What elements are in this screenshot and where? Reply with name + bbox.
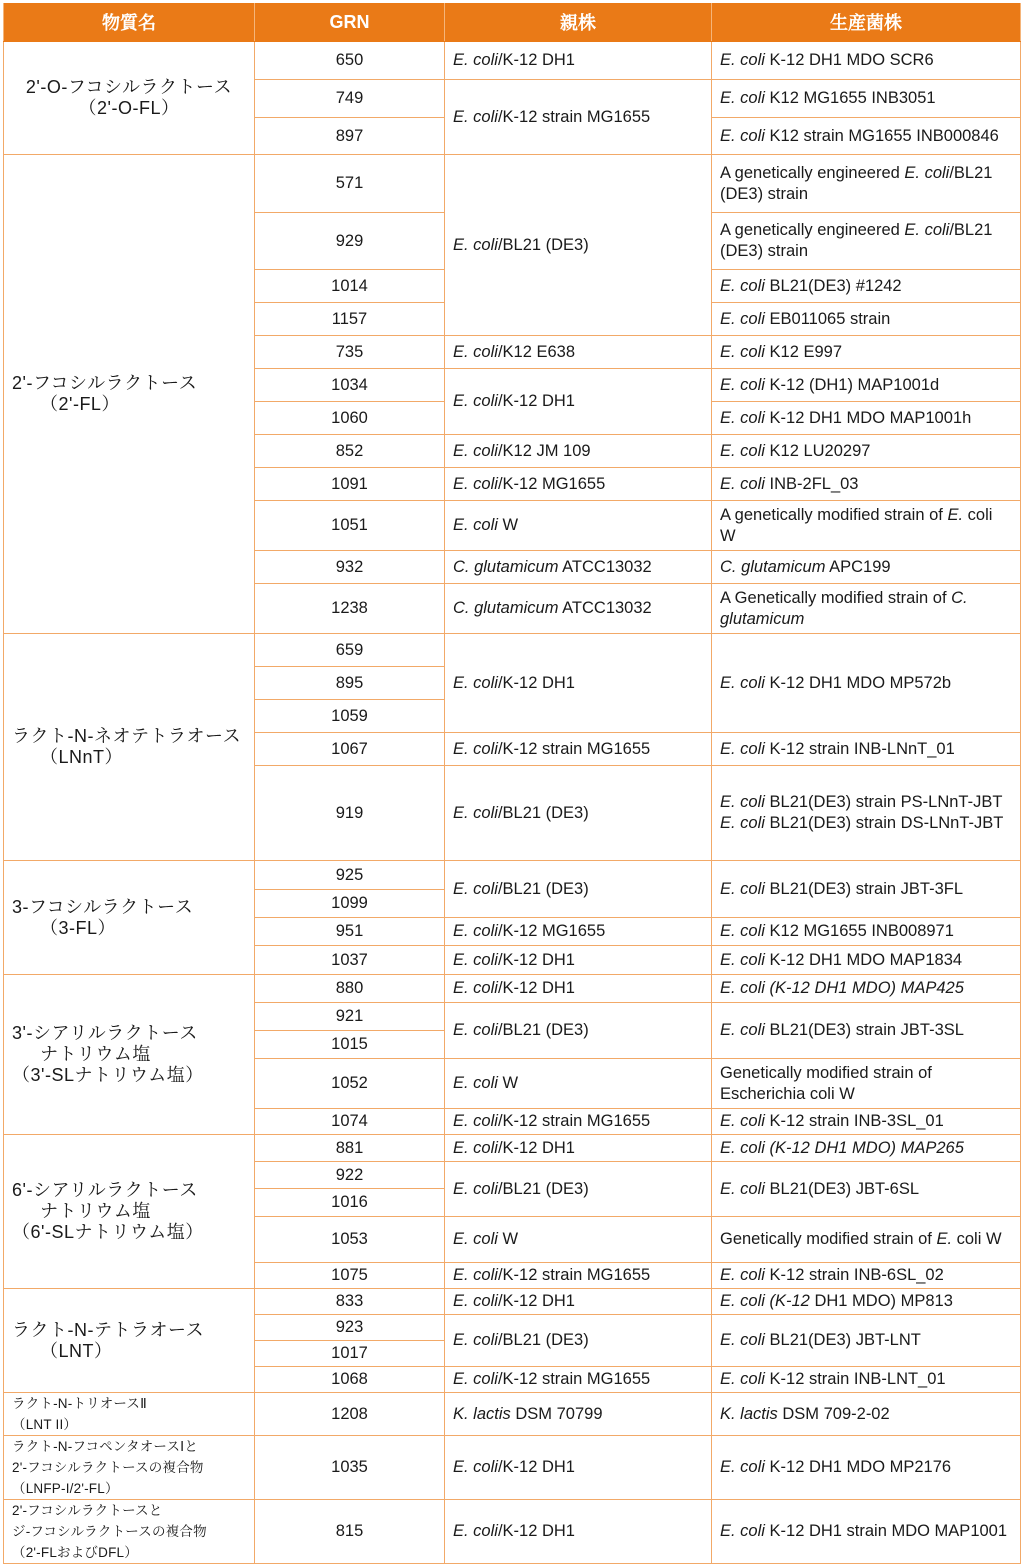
- production-strain-cell: [712, 634, 1021, 733]
- strain-text: /BL21 (DE3): [497, 879, 589, 898]
- species-name-italic: E. coli: [453, 107, 498, 126]
- production-strain-cell: [712, 402, 1021, 435]
- production-strain-cell: [712, 1500, 1021, 1564]
- grn-cell: 1053: [255, 1217, 445, 1263]
- grn-cell: 650: [255, 42, 445, 80]
- table-row: [4, 634, 1021, 667]
- parent-strain-cell: [445, 1059, 712, 1109]
- strain-text: /BL21 (DE3): [497, 1331, 589, 1349]
- species-name-italic: E. coli: [453, 1331, 498, 1349]
- production-strain-cell: [712, 303, 1021, 336]
- parent-strain-cell: [445, 1367, 712, 1393]
- header-production-strain: 生産菌株: [712, 3, 1021, 42]
- production-strain-cell: [712, 1135, 1021, 1162]
- production-strain-cell: [712, 1436, 1021, 1500]
- species-name-italic: E. coli: [453, 392, 498, 410]
- species-name-italic: E. coli: [720, 1179, 765, 1198]
- strain-text: ATCC13032: [558, 557, 652, 576]
- strain-text: K-12 DH1 MDO MP2176: [764, 1458, 952, 1476]
- production-strain-cell: [712, 270, 1021, 303]
- species-name-italic: E. coli: [453, 1370, 498, 1388]
- species-name-italic: E. coli (K-12 DH1 MDO) MAP265: [720, 1138, 964, 1157]
- grn-cell: 1060: [255, 402, 445, 435]
- production-strain-cell: [712, 336, 1021, 369]
- grn-cell: 1238: [255, 584, 445, 634]
- strain-text: Genetically modified strain of Escherichia coli W: [720, 1063, 932, 1103]
- parent-strain-cell: [445, 1500, 712, 1564]
- production-strain-cell: [712, 118, 1021, 155]
- species-name-italic: E. coli: [720, 342, 765, 361]
- strain-text: BL21(DE3) strain JBT-3FL: [764, 879, 964, 898]
- strain-text: /K-12 DH1: [497, 392, 575, 410]
- strain-text: /K12 E638: [497, 342, 575, 361]
- grn-cell: 1074: [255, 1109, 445, 1135]
- strain-text: K-12 DH1 MDO MAP1001h: [764, 408, 972, 427]
- grn-cell: 925: [255, 861, 445, 890]
- species-name-italic: E. coli: [720, 814, 765, 832]
- grn-cell: 1208: [255, 1393, 445, 1436]
- grn-cell: 1051: [255, 501, 445, 551]
- grn-cell: 852: [255, 435, 445, 468]
- grn-cell: 932: [255, 551, 445, 584]
- strain-text: BL21(DE3) #1242: [764, 276, 902, 295]
- strain-text: /K-12 strain MG1655: [497, 107, 651, 126]
- production-strain-cell: [712, 1003, 1021, 1059]
- strain-text: /K-12 MG1655: [497, 474, 606, 493]
- parent-strain-cell: [445, 369, 712, 435]
- species-name-italic: E. coli: [453, 1112, 498, 1130]
- table-row: [4, 861, 1021, 890]
- strain-text: K-12 DH1 MDO MAP1834: [764, 950, 963, 969]
- species-name-italic: E. coli: [453, 1074, 498, 1092]
- strain-text: /BL21 (DE3) strain: [720, 163, 993, 203]
- substance-name: 2'-フコシルラクトース: [12, 373, 198, 393]
- species-name-italic: E. coli: [453, 235, 498, 254]
- production-strain-cell: [712, 369, 1021, 402]
- strain-text: W: [497, 1074, 519, 1092]
- table-row: [4, 975, 1021, 1003]
- parent-strain-cell: [445, 1162, 712, 1217]
- parent-strain-cell: [445, 1393, 712, 1436]
- substance-name-cell: [4, 1135, 255, 1289]
- production-strain-cell: [712, 975, 1021, 1003]
- species-name-italic: E.: [947, 505, 964, 524]
- parent-strain-cell: [445, 1109, 712, 1135]
- strain-text: K12 LU20297: [764, 441, 871, 460]
- species-name-italic: E. coli: [720, 739, 765, 758]
- strain-text: /K-12 DH1: [497, 1292, 575, 1310]
- strain-text: BL21(DE3) JBT-LNT: [764, 1331, 921, 1349]
- species-name-italic: E. coli: [720, 408, 765, 427]
- strain-text: /BL21 (DE3): [497, 803, 589, 822]
- parent-strain-cell: [445, 861, 712, 918]
- parent-strain-cell: [445, 1217, 712, 1263]
- production-strain-cell: [712, 551, 1021, 584]
- grn-cell: 749: [255, 80, 445, 118]
- substance-abbr: （2'-FLおよびDFL）: [12, 1545, 138, 1560]
- substance-name: 6'-シアリルラクトース: [12, 1180, 198, 1200]
- strain-text: coli W: [720, 505, 993, 545]
- grn-cell: 881: [255, 1135, 445, 1162]
- table-row: [4, 1393, 1021, 1436]
- species-name-italic: E. coli: [720, 1021, 765, 1039]
- table-row: [4, 1500, 1021, 1564]
- strain-text: /BL21 (DE3): [497, 235, 589, 254]
- parent-strain-cell: [445, 1436, 712, 1500]
- production-strain-cell: [712, 1289, 1021, 1315]
- strain-text: ATCC13032: [558, 599, 652, 617]
- strain-text: /K-12 strain MG1655: [497, 1370, 651, 1388]
- strain-text: EB011065 strain: [764, 309, 891, 328]
- species-name-italic: E. coli: [720, 126, 765, 145]
- species-name-italic: E. coli: [720, 375, 765, 394]
- parent-strain-cell: [445, 975, 712, 1003]
- parent-strain-cell: [445, 1135, 712, 1162]
- substance-name-cell: [4, 1393, 255, 1436]
- species-name-italic: E. coli: [720, 1458, 765, 1476]
- species-name-italic: C. glutamicum: [720, 557, 826, 576]
- substance-abbr: （6'-SLナトリウム塩）: [12, 1222, 204, 1242]
- table-header-row: [4, 3, 1021, 42]
- substance-name: ラクト-N-フコペンタオースⅠと: [12, 1439, 199, 1454]
- table-row: [4, 1436, 1021, 1500]
- grn-cell: 897: [255, 118, 445, 155]
- header-parent-strain: 親株: [445, 3, 712, 42]
- strain-text: /BL21 (DE3): [497, 1021, 589, 1039]
- substance-name: 3-フコシルラクトース: [12, 896, 194, 917]
- production-strain-cell: [712, 1059, 1021, 1109]
- species-name-italic: E. coli: [720, 950, 765, 969]
- species-name-italic: E. coli: [453, 803, 498, 822]
- substance-abbr: （LNT）: [40, 1340, 113, 1361]
- parent-strain-cell: [445, 435, 712, 468]
- grn-cell: 1034: [255, 369, 445, 402]
- species-name-italic: E. coli: [453, 1266, 498, 1284]
- parent-strain-cell: [445, 1315, 712, 1367]
- substance-name-cell: [4, 1436, 255, 1500]
- strain-text: K12 strain MG1655 INB000846: [764, 126, 999, 145]
- substance-abbr: （3-FL）: [40, 917, 117, 938]
- substance-abbr: （LNFP-I/2'-FL）: [12, 1481, 119, 1496]
- strain-text: DSM 70799: [510, 1404, 603, 1423]
- species-name-italic: E. coli: [453, 922, 498, 940]
- strain-text: K-12 (DH1) MAP1001d: [764, 375, 940, 394]
- production-strain-cell: [712, 468, 1021, 501]
- grn-cell: 1068: [255, 1367, 445, 1393]
- grn-cell: 1059: [255, 700, 445, 733]
- species-name-italic: E. coli (K-12: [720, 1292, 810, 1310]
- table-row: [4, 1289, 1021, 1315]
- species-name-italic: E. coli: [720, 1331, 765, 1349]
- production-strain-cell: [712, 213, 1021, 270]
- strain-text: /K-12 strain MG1655: [497, 1112, 651, 1130]
- strain-text: /K-12 strain MG1655: [497, 739, 651, 758]
- substance-name: 2'-フコシルラクトースと: [12, 1503, 163, 1518]
- grn-cell: 1067: [255, 733, 445, 766]
- parent-strain-cell: [445, 733, 712, 766]
- species-name-italic: E. coli: [453, 673, 498, 692]
- production-strain-cell: [712, 501, 1021, 551]
- species-name-italic: E. coli: [453, 1458, 498, 1476]
- substance-name-line2: ジ-フコシルラクトースの複合物: [12, 1524, 207, 1539]
- grn-cell: 1157: [255, 303, 445, 336]
- strain-text: K12 MG1655 INB008971: [764, 922, 954, 940]
- production-strain-cell: [712, 1367, 1021, 1393]
- substance-name-cell: [4, 861, 255, 975]
- species-name-italic: E. coli: [720, 474, 765, 493]
- production-strain-cell: [712, 1109, 1021, 1135]
- species-name-italic: E. coli: [453, 516, 498, 534]
- table-row: [4, 155, 1021, 213]
- substance-name-line2: ナトリウム塩: [40, 1201, 151, 1221]
- parent-strain-cell: [445, 155, 712, 336]
- substance-name-cell: [4, 975, 255, 1135]
- species-name-italic: E. coli: [453, 474, 498, 493]
- strain-text: BL21(DE3) strain PS-LNnT-JBT: [764, 793, 1003, 811]
- substance-name-line2: 2'-フコシルラクトースの複合物: [12, 1460, 204, 1475]
- grn-cell: 1015: [255, 1031, 445, 1059]
- strain-text: APC199: [825, 557, 891, 576]
- strain-text: K-12 strain INB-LNnT_01: [764, 739, 955, 758]
- strain-text: /K-12 DH1: [497, 1458, 575, 1476]
- strain-text: K-12 strain INB-LNT_01: [764, 1370, 946, 1388]
- strain-text: BL21(DE3) strain DS-LNnT-JBT: [764, 814, 1004, 832]
- strain-text: DSM 709-2-02: [777, 1404, 890, 1423]
- grn-cell: 735: [255, 336, 445, 369]
- grn-cell: 919: [255, 766, 445, 861]
- strain-text: coli W: [952, 1230, 1002, 1248]
- grn-cell: 895: [255, 667, 445, 700]
- production-strain-cell: [712, 766, 1021, 861]
- substance-name-cell: [4, 155, 255, 634]
- species-name-italic: E. coli: [453, 51, 498, 69]
- species-name-italic: E. coli: [453, 1179, 498, 1198]
- table-row: [4, 42, 1021, 80]
- species-name-italic: E. coli: [720, 1266, 765, 1284]
- species-name-italic: E.: [936, 1230, 953, 1248]
- substance-abbr: （LNnT）: [40, 747, 124, 767]
- grn-cell: 1014: [255, 270, 445, 303]
- production-strain-cell: [712, 1217, 1021, 1263]
- production-strain-cell: [712, 733, 1021, 766]
- species-name-italic: E. coli: [453, 1138, 498, 1157]
- substance-abbr: （2'-O-FL）: [78, 98, 180, 118]
- species-name-italic: E. coli: [720, 922, 765, 940]
- strain-text: BL21(DE3) strain JBT-3SL: [764, 1021, 964, 1039]
- strain-text: K12 MG1655 INB3051: [764, 89, 936, 107]
- grn-cell: 921: [255, 1003, 445, 1031]
- grn-cell: 833: [255, 1289, 445, 1315]
- grn-cell: 922: [255, 1162, 445, 1189]
- species-name-italic: E. coli: [453, 979, 498, 997]
- species-name-italic: E. coli: [453, 950, 498, 969]
- species-name-italic: E. coli: [720, 441, 765, 460]
- parent-strain-cell: [445, 80, 712, 155]
- species-name-italic: E. coli: [453, 1522, 498, 1540]
- grn-cell: 923: [255, 1315, 445, 1341]
- species-name-italic: E. coli: [720, 793, 765, 811]
- strain-text: /BL21 (DE3) strain: [720, 221, 993, 260]
- species-name-italic: E. coli: [453, 441, 498, 460]
- strain-text: INB-2FL_03: [764, 474, 859, 493]
- strain-text: /BL21 (DE3): [497, 1179, 589, 1198]
- strain-text: /K-12 DH1: [497, 1138, 575, 1157]
- strain-text: /K-12 DH1: [497, 950, 575, 969]
- strain-text: /K-12 DH1: [497, 51, 575, 69]
- strain-text: K-12 strain INB-6SL_02: [764, 1266, 944, 1284]
- strain-text: /K12 JM 109: [497, 441, 591, 460]
- strain-text: A genetically engineered: [720, 221, 905, 239]
- species-name-italic: E. coli: [453, 342, 498, 361]
- strain-text: DH1 MDO) MP813: [809, 1292, 953, 1310]
- grn-cell: 1052: [255, 1059, 445, 1109]
- strain-text: K12 E997: [764, 342, 842, 361]
- substance-abbr: （LNT II）: [12, 1417, 78, 1432]
- grn-cell: 659: [255, 634, 445, 667]
- substance-name-cell: [4, 1289, 255, 1393]
- grn-cell: 1016: [255, 1189, 445, 1217]
- species-name-italic: C. glutamicum: [453, 599, 559, 617]
- substance-name: 3'-シアリルラクトース: [12, 1023, 198, 1043]
- parent-strain-cell: [445, 551, 712, 584]
- grn-cell: 1035: [255, 1436, 445, 1500]
- species-name-italic: C. glutamicum: [453, 557, 559, 576]
- strain-text: K-12 strain INB-3SL_01: [764, 1112, 944, 1130]
- species-name-italic: K. lactis: [720, 1404, 778, 1423]
- strain-text: K-12 DH1 strain MDO MAP1001: [764, 1522, 1008, 1540]
- substance-name-cell: [4, 42, 255, 155]
- species-name-italic: E. coli: [720, 1112, 765, 1130]
- strain-text: Genetically modified strain of: [720, 1230, 937, 1248]
- parent-strain-cell: [445, 501, 712, 551]
- production-strain-cell: [712, 1315, 1021, 1367]
- grn-cell: 951: [255, 918, 445, 946]
- header-grn: GRN: [255, 3, 445, 42]
- parent-strain-cell: [445, 1289, 712, 1315]
- species-name-italic: C. glutamicum: [720, 588, 968, 628]
- species-name-italic: E. coli: [904, 163, 950, 182]
- substance-name: ラクト-N-テトラオース: [12, 1319, 205, 1340]
- species-name-italic: E. coli: [904, 221, 950, 239]
- strain-text: /K-12 DH1: [497, 979, 575, 997]
- species-name-italic: E. coli: [720, 89, 765, 107]
- species-name-italic: E. coli: [720, 309, 765, 328]
- species-name-italic: E. coli: [453, 879, 498, 898]
- strain-text: A Genetically modified strain of: [720, 588, 952, 607]
- parent-strain-cell: [445, 634, 712, 733]
- strain-text: /K-12 strain MG1655: [497, 1266, 651, 1284]
- grn-cell: 1091: [255, 468, 445, 501]
- strain-text: W: [497, 1230, 519, 1248]
- strain-text: BL21(DE3) JBT-6SL: [764, 1179, 920, 1198]
- species-name-italic: E. coli: [720, 673, 765, 692]
- substance-abbr: （3'-SLナトリウム塩）: [12, 1065, 204, 1085]
- production-strain-cell: [712, 861, 1021, 918]
- substance-name-line2: ナトリウム塩: [40, 1044, 151, 1064]
- parent-strain-cell: [445, 946, 712, 975]
- header-substance: 物質名: [4, 3, 255, 42]
- production-strain-cell: [712, 946, 1021, 975]
- species-name-italic: E. coli: [720, 51, 765, 69]
- grn-cell: 1037: [255, 946, 445, 975]
- table-row: [4, 1135, 1021, 1162]
- production-strain-cell: [712, 80, 1021, 118]
- species-name-italic: E. coli: [720, 879, 765, 898]
- substance-name: ラクト-N-ネオテトラオース: [12, 726, 242, 746]
- parent-strain-cell: [445, 42, 712, 80]
- parent-strain-cell: [445, 336, 712, 369]
- production-strain-cell: [712, 435, 1021, 468]
- parent-strain-cell: [445, 1003, 712, 1059]
- species-name-italic: K. lactis: [453, 1404, 511, 1423]
- production-strain-cell: [712, 42, 1021, 80]
- substance-name: ラクト-N-トリオースⅡ: [12, 1396, 147, 1411]
- species-name-italic: E. coli: [720, 276, 765, 295]
- production-strain-cell: [712, 1162, 1021, 1217]
- strain-text: /K-12 DH1: [497, 673, 575, 692]
- species-name-italic: E. coli: [720, 1370, 765, 1388]
- substance-abbr: （2'-FL）: [40, 394, 120, 414]
- strain-text: W: [497, 516, 519, 534]
- strain-text: /K-12 DH1: [497, 1522, 575, 1540]
- strain-text: /K-12 MG1655: [497, 922, 606, 940]
- production-strain-cell: [712, 584, 1021, 634]
- strain-text: A genetically engineered: [720, 163, 905, 182]
- grn-cell: 1017: [255, 1341, 445, 1367]
- production-strain-cell: [712, 918, 1021, 946]
- species-name-italic: E. coli: [453, 1230, 498, 1248]
- parent-strain-cell: [445, 468, 712, 501]
- strain-text: K-12 DH1 MDO SCR6: [764, 51, 934, 69]
- parent-strain-cell: [445, 584, 712, 634]
- grn-cell: 929: [255, 213, 445, 270]
- grn-cell: 1099: [255, 890, 445, 918]
- grn-cell: 1075: [255, 1263, 445, 1289]
- species-name-italic: E. coli: [453, 739, 498, 758]
- production-strain-cell: [712, 155, 1021, 213]
- species-name-italic: E. coli: [453, 1021, 498, 1039]
- production-strain-cell: [712, 1263, 1021, 1289]
- substance-name: 2'-O-フコシルラクトース: [25, 77, 233, 97]
- species-name-italic: E. coli: [720, 1522, 765, 1540]
- species-name-italic: E. coli (K-12 DH1 MDO) MAP425: [720, 979, 964, 997]
- parent-strain-cell: [445, 918, 712, 946]
- grn-cell: 880: [255, 975, 445, 1003]
- grn-cell: 571: [255, 155, 445, 213]
- parent-strain-cell: [445, 1263, 712, 1289]
- strain-text: A genetically modified strain of: [720, 505, 948, 524]
- species-name-italic: E. coli: [453, 1292, 498, 1310]
- substance-name-cell: [4, 1500, 255, 1564]
- substance-strain-table: [3, 3, 1021, 1564]
- grn-cell: 815: [255, 1500, 445, 1564]
- production-strain-cell: [712, 1393, 1021, 1436]
- parent-strain-cell: [445, 766, 712, 861]
- strain-text: K-12 DH1 MDO MP572b: [764, 673, 952, 692]
- substance-name-cell: [4, 634, 255, 861]
